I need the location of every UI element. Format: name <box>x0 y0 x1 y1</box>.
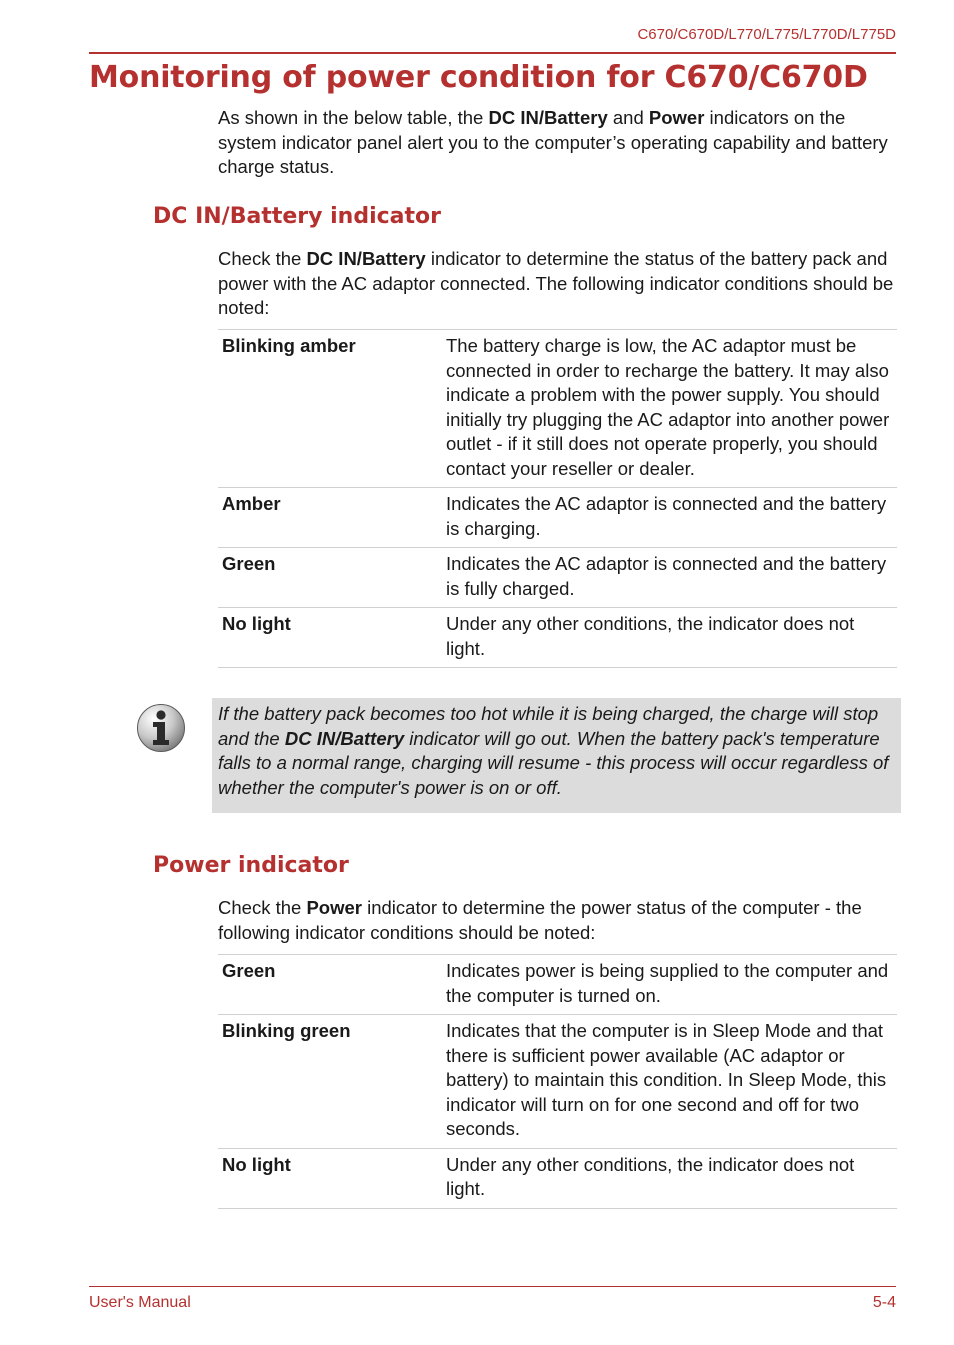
power-indicator-heading: Power indicator <box>153 853 349 878</box>
intro-text-1: As shown in the below table, the <box>218 107 489 128</box>
table-row <box>218 488 897 548</box>
table-row <box>218 1148 897 1208</box>
condition-label: No light <box>218 1148 442 1208</box>
condition-description: Indicates the AC adaptor is connected and the battery is fully charged. <box>442 548 897 608</box>
power-intro-text-2: indicator to determine the power status of the computer - the following indicator conditions should be noted: <box>218 897 862 943</box>
condition-label: No light <box>218 608 442 668</box>
page-title: Monitoring of power condition for C670/C670D <box>89 60 868 95</box>
power-intro-text-1: Check the <box>218 897 307 918</box>
intro-bold-dc-in-battery: DC IN/Battery <box>488 107 608 128</box>
header-model-list: C670/C670D/L770/L775/L770D/L775D <box>637 26 896 43</box>
table-row <box>218 548 897 608</box>
condition-description: Under any other conditions, the indicator does not light. <box>442 608 897 668</box>
dc-in-battery-table <box>218 329 897 668</box>
note-text-2: indicator will go out. When the battery pack's temperature falls to a normal range, charging will resume - this process will occur regardless of whether the computer's power is on or off. <box>218 727 889 798</box>
intro-bold-power: Power <box>648 107 705 128</box>
dc-intro-bold: DC IN/Battery <box>306 248 426 269</box>
header-divider <box>89 52 896 54</box>
condition-description: Indicates that the computer is in Sleep Mode and that there is sufficient power available (AC adaptor or battery) to maintain this condition. In Sleep Mode, this indicator will turn on for one second and off for two seconds. <box>442 1015 897 1149</box>
note-box <box>212 698 901 813</box>
note-text-1: If the battery pack becomes too hot while it is being charged, the charge will stop and the <box>218 703 879 749</box>
dc-in-battery-intro <box>218 247 898 321</box>
condition-description: Indicates power is being supplied to the computer and the computer is turned on. <box>442 955 897 1015</box>
dc-intro-text-2: indicator to determine the status of the battery pack and power with the AC adaptor connected. The following indicator conditions should be noted: <box>218 248 894 318</box>
note-bold-dc-in-battery: DC IN/Battery <box>284 727 405 749</box>
dc-intro-text-1: Check the <box>218 248 307 269</box>
table-row <box>218 1015 897 1149</box>
footer-divider <box>89 1286 896 1287</box>
intro-text-3: indicators on the system indicator panel alert you to the computer’s operating capability and battery charge status. <box>218 107 888 177</box>
info-icon <box>136 703 186 753</box>
condition-label: Blinking green <box>218 1015 442 1149</box>
condition-label: Amber <box>218 488 442 548</box>
page-number: 5-4 <box>872 1294 896 1311</box>
intro-text-2: and <box>607 107 649 128</box>
condition-label: Blinking amber <box>218 330 442 488</box>
table-row <box>218 955 897 1015</box>
footer-manual-title: User's Manual <box>89 1294 191 1311</box>
intro-paragraph <box>218 106 898 180</box>
condition-label: Green <box>218 955 442 1015</box>
condition-description: Indicates the AC adaptor is connected and the battery is charging. <box>442 488 897 548</box>
condition-description: Under any other conditions, the indicator does not light. <box>442 1148 897 1208</box>
dc-in-battery-heading: DC IN/Battery indicator <box>153 204 441 229</box>
power-indicator-table <box>218 954 897 1209</box>
condition-label: Green <box>218 548 442 608</box>
table-row <box>218 330 897 488</box>
table-row <box>218 608 897 668</box>
power-indicator-intro <box>218 896 898 945</box>
power-intro-bold: Power <box>306 897 362 918</box>
condition-description: The battery charge is low, the AC adaptor must be connected in order to recharge the battery. It may also indicate a problem with the power supply. You should initially try plugging the AC adaptor into another power outlet - if it still does not operate properly, you should contact your reseller or dealer. <box>442 330 897 488</box>
